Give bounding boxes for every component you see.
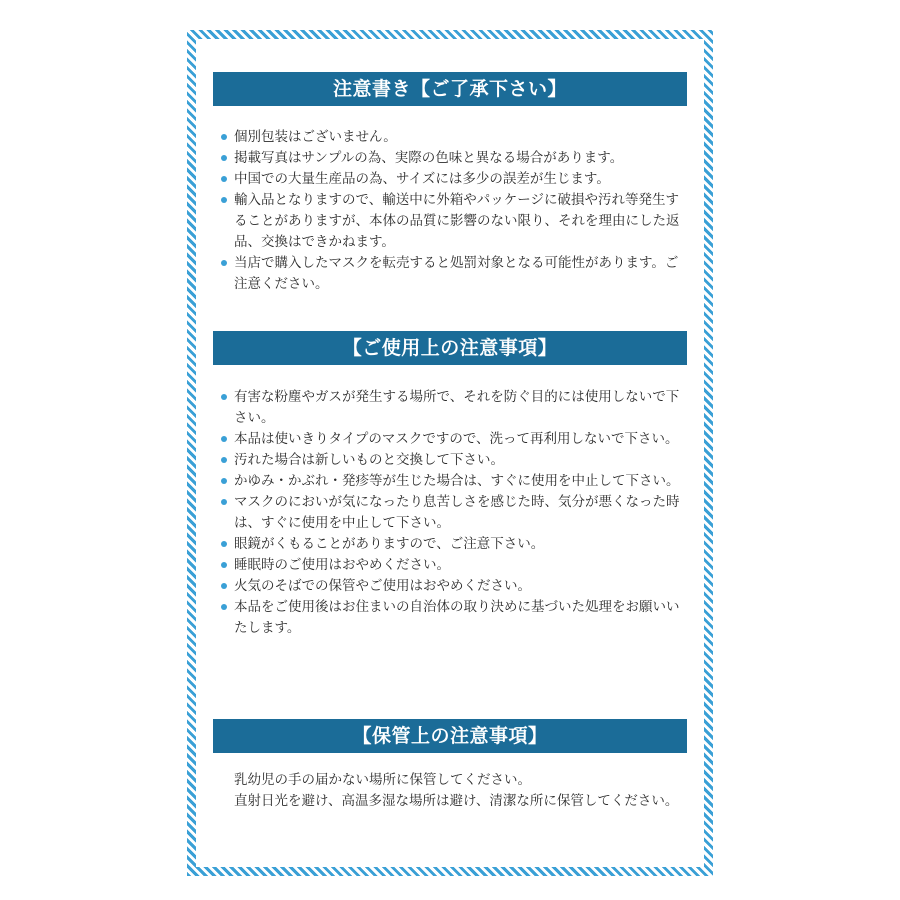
storage-list [234,770,684,812]
list-item-text: かゆみ・かぶれ・発疹等が生じた場合は、すぐに使用を中止して下さい。 [234,473,680,489]
bullet-icon [221,436,227,442]
list-item-text: 有害な粉塵やガスが発生する場所で、それを防ぐ目的には使用しないで下さい。 [234,389,680,426]
section-header-notes: 注意書き【ご了承下さい】 [213,72,687,106]
bullet-icon [221,197,227,203]
bullet-icon [221,260,227,266]
list-item-text: 本品をご使用後はお住まいの自治体の取り決めに基づいた処理をお願いいたします。 [234,599,680,636]
list-item: 直射日光を避け、高温多湿な場所は避け、清潔な所に保管してください。 [234,793,679,809]
list-item-text: 汚れた場合は新しいものと交換して下さい。 [234,452,504,468]
list-item: 乳幼児の手の届かない場所に保管してください。 [234,772,531,788]
list-item [220,169,690,190]
list-item [220,576,690,597]
bullet-icon [221,176,227,182]
list-item [220,429,690,450]
list-item [220,148,690,169]
list-item [220,253,690,295]
list-item-text: 輸入品となりますので、輸送中に外箱やパッケージに破損や汚れ等発生することがありますが、本体の品質に影響のない限り、それを理由にした返品、交換はできかねます。 [234,192,680,250]
list-item-text: 睡眠時のご使用はおやめください。 [234,557,450,573]
list-item [220,387,690,429]
list-item [220,597,690,639]
list-item-text: マスクのにおいが気になったり息苦しさを感じた時、気分が悪くなった時は、すぐに使用を中止して下さい。 [234,494,680,531]
bullet-icon [221,499,227,505]
bullet-icon [221,604,227,610]
section-header-usage: 【ご使用上の注意事項】 [213,331,687,365]
section-header-storage: 【保管上の注意事項】 [213,719,687,753]
notice-panel [196,39,704,867]
list-item-text: 個別包装はございません。 [234,129,397,145]
list-item [220,471,690,492]
list-item [220,555,690,576]
bullet-icon [221,478,227,484]
list-item [220,492,690,534]
bullet-icon [221,394,227,400]
list-item [220,127,690,148]
list-item-text: 当店で購入したマスクを転売すると処罰対象となる可能性があります。ご注意ください。 [234,255,679,292]
bullet-icon [221,583,227,589]
bullet-icon [221,134,227,140]
list-item-text: 掲載写真はサンプルの為、実際の色味と異なる場合があります。 [234,150,624,166]
list-item-text: 中国での大量生産品の為、サイズには多少の誤差が生じます。 [234,171,610,187]
list-item [220,534,690,555]
list-item-text: 本品は使いきりタイプのマスクですので、洗って再利用しないで下さい。 [234,431,679,447]
list-item [220,190,690,253]
bullet-icon [221,562,227,568]
list-item-text: 眼鏡がくもることがありますので、ご注意下さい。 [234,536,545,552]
notes-list [220,127,690,295]
usage-list [220,387,690,639]
list-item [220,450,690,471]
bullet-icon [221,155,227,161]
list-item-text: 火気のそばでの保管やご使用はおやめください。 [234,578,531,594]
bullet-icon [221,541,227,547]
bullet-icon [221,457,227,463]
striped-border-frame [187,30,713,876]
